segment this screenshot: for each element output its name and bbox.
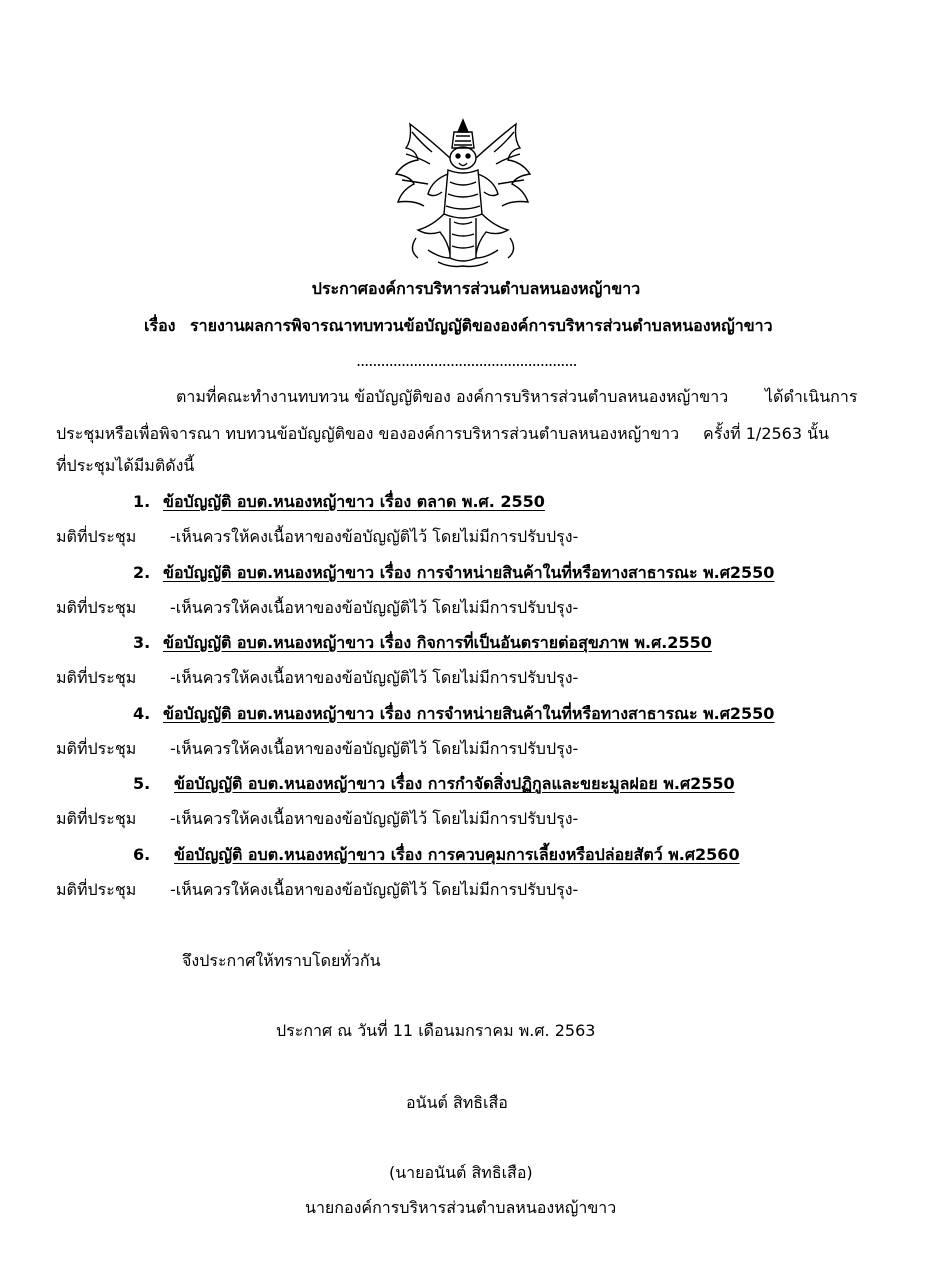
intro-line-2-end: ครั้งที่ 1/2563 นั้น bbox=[703, 424, 829, 443]
resolution-text: -เห็นควรให้คงเนื้อหาของข้อบัญญัติไว้ โดยไม่มีการปรับปรุง- bbox=[170, 809, 579, 828]
resolution-label: มติที่ประชุม bbox=[56, 598, 137, 617]
resolution-text: -เห็นควรให้คงเนื้อหาของข้อบัญญัติไว้ โดยไม่มีการปรับปรุง- bbox=[170, 739, 579, 758]
printed-name: (นายอนันต์ สิทธิเสือ) bbox=[389, 1163, 533, 1182]
resolution-label: มติที่ประชุม bbox=[56, 809, 137, 828]
item-number: 3. bbox=[133, 633, 151, 652]
resolution-text: -เห็นควรให้คงเนื้อหาของข้อบัญญัติไว้ โดยไม่มีการปรับปรุง- bbox=[170, 598, 579, 617]
resolution-label: มติที่ประชุม bbox=[56, 739, 137, 758]
intro-line-3: ที่ประชุมได้มีมติดังนี้ bbox=[56, 456, 195, 475]
resolution-text: -เห็นควรให้คงเนื้อหาของข้อบัญญัติไว้ โดยไม่มีการปรับปรุง- bbox=[170, 527, 579, 546]
separator: ...................................................... bbox=[356, 351, 577, 370]
item-number: 5. bbox=[133, 774, 151, 793]
subject-text: รายงานผลการพิจารณาทบทวนข้อบัญญัติขององค์การบริหารส่วนตำบลหนองหญ้าขาว bbox=[190, 316, 773, 335]
signature: อนันต์ สิทธิเสือ bbox=[406, 1093, 508, 1112]
item-title: ข้อบัญญัติ อบต.หนองหญ้าขาว เรื่อง การกำจัดสิ่งปฏิกูลและขยะมูลฝอย พ.ศ2550 bbox=[174, 774, 735, 793]
announcement-title: ประกาศองค์การบริหารส่วนตำบลหนองหญ้าขาว bbox=[311, 279, 641, 298]
resolution-label: มติที่ประชุม bbox=[56, 668, 137, 687]
item-title: ข้อบัญญัติ อบต.หนองหญ้าขาว เรื่อง กิจการที่เป็นอันตรายต่อสุขภาพ พ.ศ.2550 bbox=[163, 633, 712, 652]
resolution-text: -เห็นควรให้คงเนื้อหาของข้อบัญญัติไว้ โดยไม่มีการปรับปรุง- bbox=[170, 668, 579, 687]
resolution-label: มติที่ประชุม bbox=[56, 527, 137, 546]
item-title: ข้อบัญญัติ อบต.หนองหญ้าขาว เรื่อง การจำหน่ายสินค้าในที่หรือทางสาธารณะ พ.ศ2550 bbox=[163, 563, 775, 582]
item-title: ข้อบัญญัติ อบต.หนองหญ้าขาว เรื่อง การควบคุมการเลี้ยงหรือปล่อยสัตว์ พ.ศ2560 bbox=[174, 845, 740, 864]
intro-line-1: ตามที่คณะทำงานทบทวน ข้อบัญญัติของ องค์การบริหารส่วนตำบลหนองหญ้าขาว bbox=[176, 387, 729, 406]
item-title: ข้อบัญญัติ อบต.หนองหญ้าขาว เรื่อง ตลาด พ.ศ. 2550 bbox=[163, 492, 545, 511]
closing-text: จึงประกาศให้ทราบโดยทั่วกัน bbox=[182, 951, 381, 970]
item-number: 4. bbox=[133, 704, 151, 723]
intro-line-1-end: ได้ดำเนินการ bbox=[765, 387, 858, 406]
intro-line-2: ประชุมหรือเพื่อพิจารณา ทบทวนข้อบัญญัติของ ขององค์การบริหารส่วนตำบลหนองหญ้าขาว bbox=[56, 424, 680, 443]
resolution-text: -เห็นควรให้คงเนื้อหาของข้อบัญญัติไว้ โดยไม่มีการปรับปรุง- bbox=[170, 880, 579, 899]
signatory-position: นายกองค์การบริหารส่วนตำบลหนองหญ้าขาว bbox=[305, 1198, 617, 1217]
item-number: 1. bbox=[133, 492, 151, 511]
item-number: 2. bbox=[133, 563, 151, 582]
item-title: ข้อบัญญัติ อบต.หนองหญ้าขาว เรื่อง การจำหน่ายสินค้าในที่หรือทางสาธารณะ พ.ศ2550 bbox=[163, 704, 775, 723]
garuda-emblem-icon bbox=[388, 118, 538, 270]
item-number: 6. bbox=[133, 845, 151, 864]
resolution-label: มติที่ประชุม bbox=[56, 880, 137, 899]
subject-label: เรื่อง bbox=[144, 316, 176, 335]
date-line: ประกาศ ณ วันที่ 11 เดือนมกราคม พ.ศ. 2563 bbox=[276, 1021, 596, 1040]
